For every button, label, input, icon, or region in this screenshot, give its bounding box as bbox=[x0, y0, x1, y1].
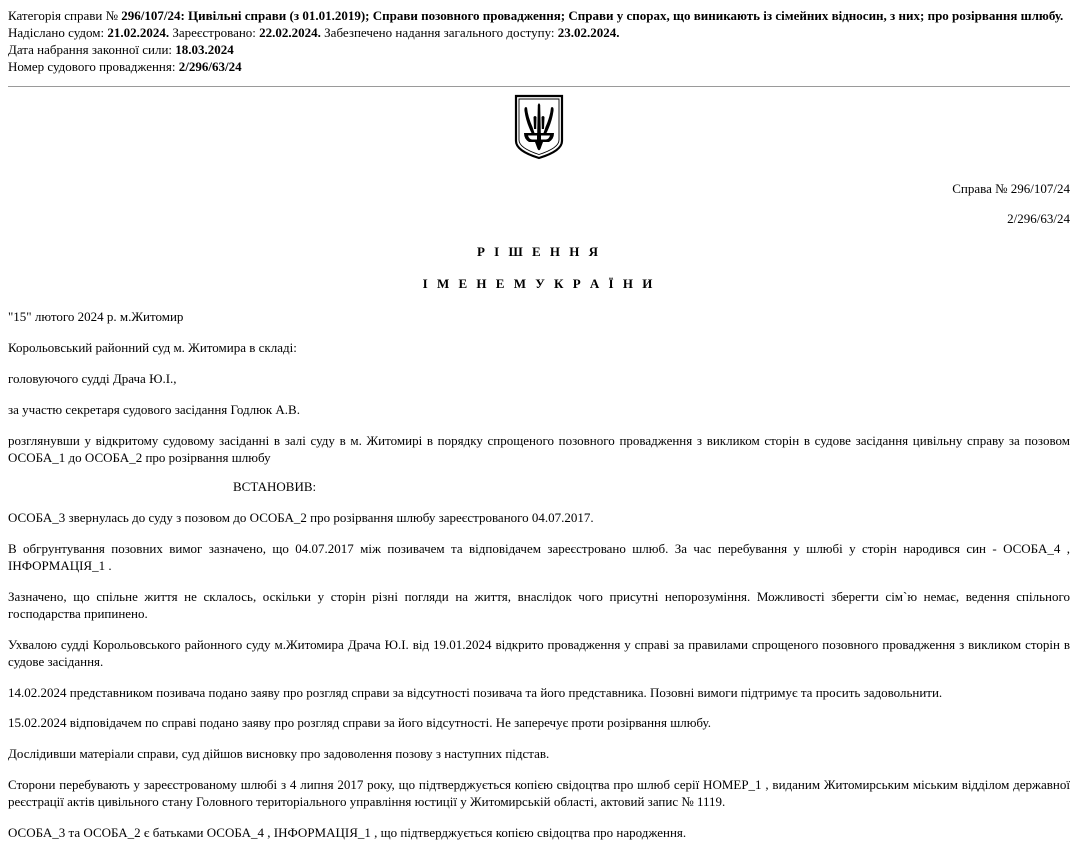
force-value: 18.03.2024 bbox=[175, 41, 234, 57]
registered-value: 22.02.2024. bbox=[259, 24, 321, 40]
category-label: Категорія справи № bbox=[8, 8, 118, 23]
parents-paragraph: ОСОБА_3 та ОСОБА_2 є батьками ОСОБА_4 , ІНФОРМАЦІЯ_1 , що підтверджується копією свідоцтва про народження. bbox=[8, 825, 687, 841]
plaintiff-request-paragraph: 14.02.2024 представником позивача подано заяву про розгляд справи за відсутності позивача та його представника. Позовні вимоги підтримує та просить задовольнити. bbox=[8, 684, 943, 700]
access-label: Забезпечено надання загального доступу: bbox=[324, 24, 555, 40]
emblem bbox=[0, 93, 1078, 165]
case-review-paragraph: розглянувши у відкритому судовому засіданні в залі суду в м. Житомирі в порядку спрощеного позовного провадження з викликом сторін в судове засідання цивільну справу за позовом ОСОБА_1 до ОСОБА_2 про розірвання шлюбу bbox=[8, 432, 1070, 465]
marriage-paragraph: Сторони перебувають у зареєстрованому шлюбі з 4 липня 2017 року, що підтверджується копією свідоцтва про шлюб серії НОМЕР_1 , виданим Житомирським міським відділом державної реєстрації актів цивільного стану Головного територіального управління юстиції у Житомирській області, актовий запис № 1119. bbox=[8, 777, 1070, 810]
access-value: 23.02.2024. bbox=[557, 24, 620, 40]
statement-paragraph: Зазначено, що спільне життя не склалось, оскільки у сторін різні погляди на життя, внаслідок чого присутні непорозуміння. Можливості зберегти сім`ю немає, ведення спільного господарства припинено. bbox=[8, 589, 1070, 621]
defendant-request-paragraph: 15.02.2024 відповідачем по справі подано заяву про розгляд справи за його відсутності. Не заперечує проти розірвання шлюбу. bbox=[8, 715, 711, 731]
decision-document bbox=[0, 181, 1078, 842]
case-header bbox=[0, 0, 1078, 76]
header-divider bbox=[8, 86, 1070, 87]
date-place-paragraph: "15" лютого 2024 р. м.Житомир bbox=[8, 309, 184, 325]
trident-emblem-icon bbox=[513, 93, 565, 161]
secretary-paragraph: за участю секретаря судового засідання Годлюк А.В. bbox=[8, 401, 300, 417]
established-heading: ВСТАНОВИВ: bbox=[233, 479, 317, 495]
document-subtitle: І М Е Н Е М У К Р А Ї Н И bbox=[422, 276, 656, 292]
sent-label: Надіслано судом: bbox=[8, 24, 105, 40]
case-number: Справа № 296/107/24 bbox=[952, 180, 1070, 196]
document-title: Р І Ш Е Н Н Я bbox=[476, 244, 602, 260]
claim-paragraph: ОСОБА_3 звернулась до суду з позовом до ОСОБА_2 про розірвання шлюбу зареєстрованого 04.07.2017. bbox=[8, 510, 594, 526]
ruling-paragraph: Ухвалою судді Корольовського районного суду м.Житомира Драча Ю.І. від 19.01.2024 відкрито провадження у справі за правилами спрощеного позовного провадження з викликом сторін в судове засідання. bbox=[8, 636, 1070, 669]
category-line bbox=[8, 8, 1070, 25]
proceeding-value: 2/296/63/24 bbox=[178, 58, 242, 74]
force-label: Дата набрання законної сили: bbox=[8, 41, 173, 57]
proceeding-number: 2/296/63/24 bbox=[1007, 211, 1070, 227]
dates-line bbox=[8, 25, 1070, 42]
force-line bbox=[8, 42, 1070, 59]
court-composition-paragraph: Корольовський районний суд м. Житомира в складі: bbox=[8, 340, 297, 356]
conclusion-paragraph: Дослідивши матеріали справи, суд дійшов висновку про задоволення позову з наступних підстав. bbox=[8, 746, 550, 762]
sent-value: 21.02.2024. bbox=[107, 24, 170, 40]
proceeding-line bbox=[8, 59, 1070, 76]
proceeding-label: Номер судового провадження: bbox=[8, 58, 176, 74]
judge-paragraph: головуючого судді Драча Ю.І., bbox=[8, 370, 177, 386]
category-value: 296/107/24: Цивільні справи (з 01.01.2019); Справи позовного провадження; Справи у спорах, що виникають із сімейних відносин, з них; про розірвання шлюбу. bbox=[121, 8, 1064, 23]
registered-label: Зареєстровано: bbox=[172, 24, 256, 40]
grounds-paragraph: В обгрунтування позовних вимог зазначено, що 04.07.2017 між позивачем та відповідачем зареєстровано шлюб. За час перебування у шлюбі у сторін народився син - ОСОБА_4 , ІНФОРМАЦІЯ_1 . bbox=[8, 541, 1070, 574]
